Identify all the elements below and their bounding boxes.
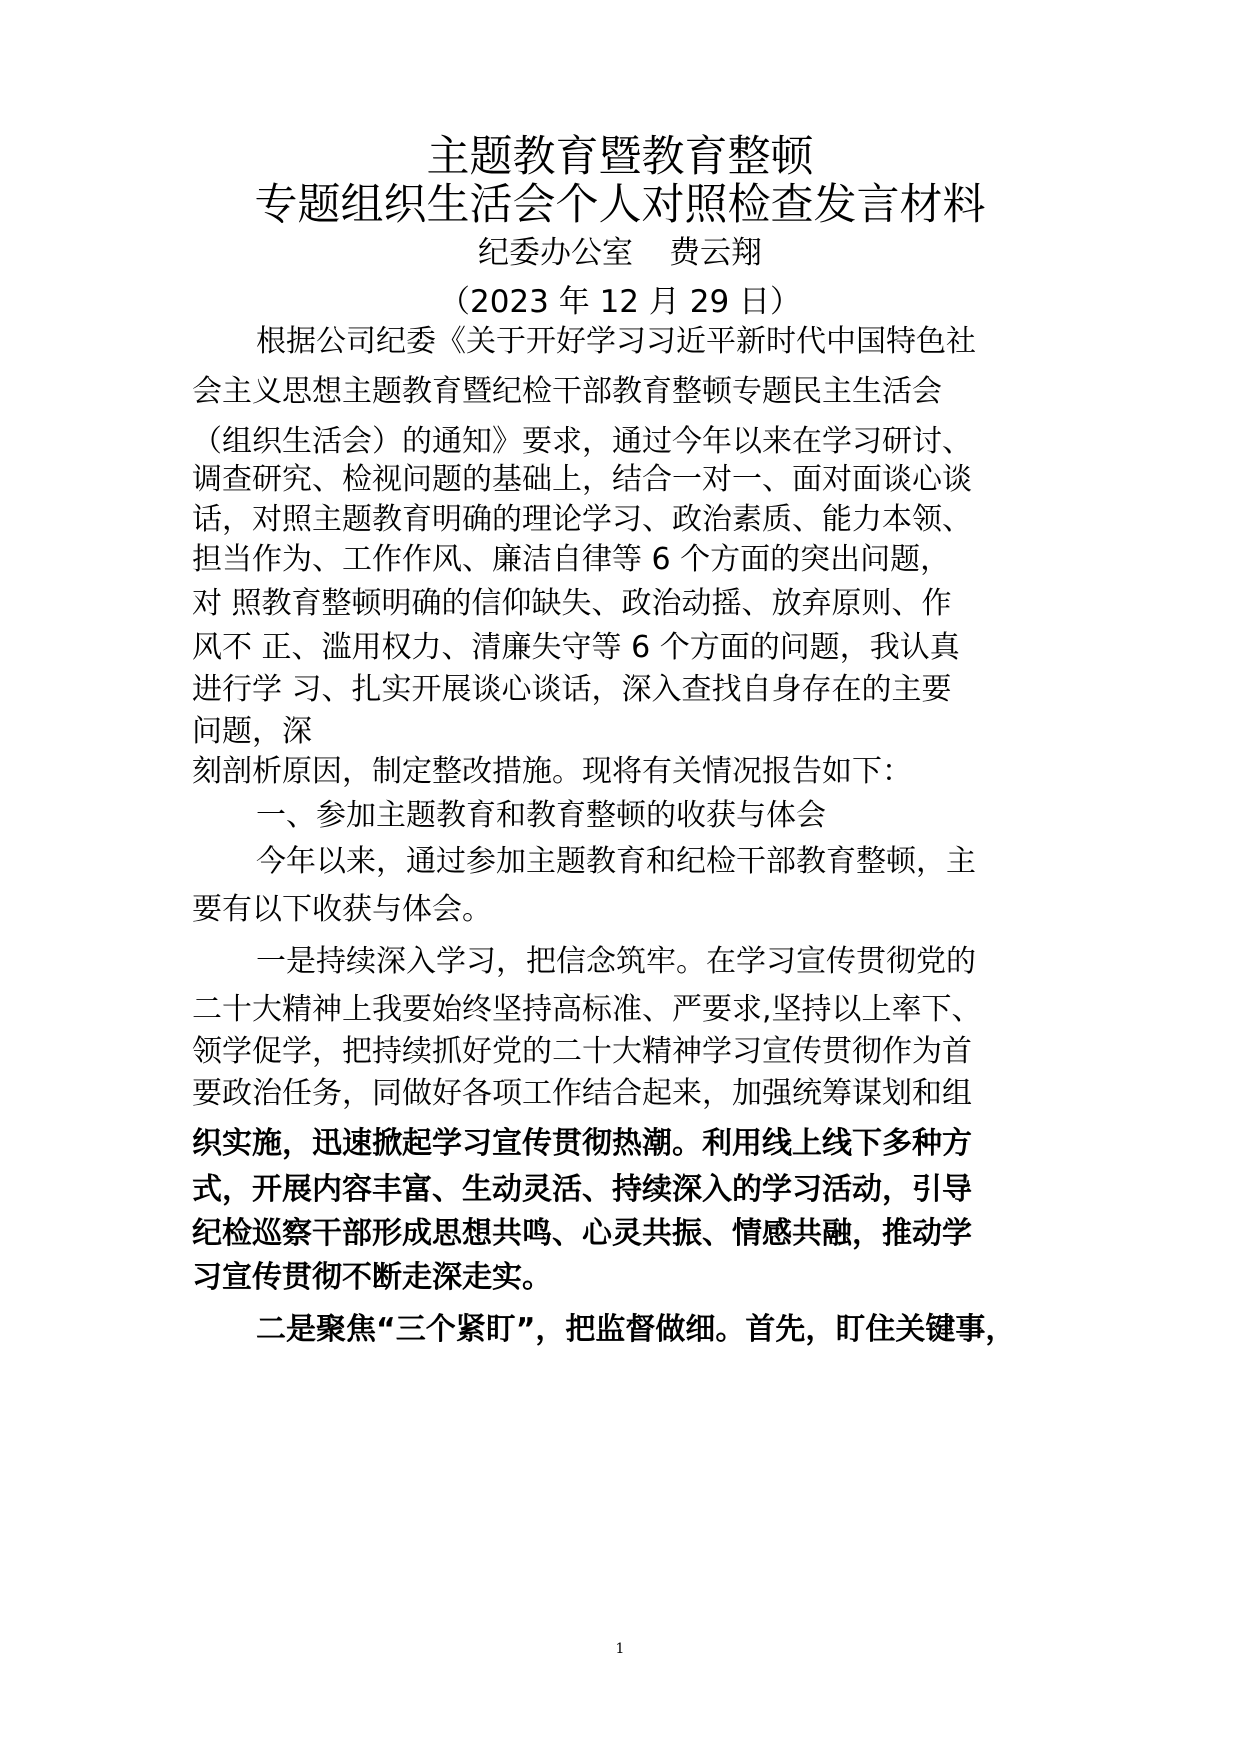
intro-line: 会主义思想主题教育暨纪检干部教育整顿专题民主生活会 — [192, 374, 942, 409]
section-intro-line: 今年以来，通过参加主题教育和纪检干部教育整顿，主 — [256, 844, 976, 879]
intro-line: 风不 正、滥用权力、清廉失守等 6 个方面的问题，我认真 — [192, 630, 960, 665]
point1-bold-line: 纪检巡察干部形成思想共鸣、心灵共振、情感共融，推动学 — [192, 1216, 972, 1251]
point2-bold-line: 二是聚焦“三个紧盯”，把监督做细。首先，盯住关键事， — [256, 1312, 1016, 1347]
author-line — [0, 233, 1240, 273]
section-intro-line: 要有以下收获与体会。 — [192, 892, 492, 927]
point1-line: 二十大精神上我要始终坚持高标准、严要求,坚持以上率下、 — [192, 992, 982, 1027]
intro-line: 话，对照主题教育明确的理论学习、政治素质、能力本领、 — [192, 502, 972, 537]
point1-bold-line: 习宣传贯彻不断走深走实。 — [192, 1260, 552, 1295]
intro-line: 问题，深 — [192, 714, 312, 749]
author-department: 纪委办公室 — [478, 235, 633, 271]
intro-line: 担当作为、工作作风、廉洁自律等 6 个方面的突出问题， — [192, 542, 951, 577]
point1-bold-line: 式，开展内容丰富、生动灵活、持续深入的学习活动，引导 — [192, 1172, 972, 1207]
author-name: 费云翔 — [669, 235, 762, 271]
intro-line: 根据公司纪委《关于开好学习习近平新时代中国特色社 — [256, 324, 976, 359]
document-title-line2: 专题组织生活会个人对照检查发言材料 — [254, 180, 986, 230]
intro-line: （组织生活会）的通知》要求，通过今年以来在学习研讨、 — [192, 424, 972, 459]
intro-line: 调查研究、检视问题的基础上，结合一对一、面对面谈心谈 — [192, 462, 972, 497]
intro-line: 对 照教育整顿明确的信仰缺失、政治动摇、放弃原则、作 — [192, 586, 952, 621]
point1-line: 一是持续深入学习，把信念筑牢。在学习宣传贯彻党的 — [256, 944, 976, 979]
intro-line: 进行学 习、扎实开展谈心谈话，深入查找自身存在的主要 — [192, 672, 952, 707]
point1-line: 要政治任务，同做好各项工作结合起来，加强统筹谋划和组 — [192, 1076, 972, 1111]
point1-line: 领学促学，把持续抓好党的二十大精神学习宣传贯彻作为首 — [192, 1034, 972, 1069]
intro-line: 刻剖析原因，制定整改措施。现将有关情况报告如下： — [192, 754, 912, 789]
document-title-line1: 主题教育暨教育整顿 — [426, 132, 814, 182]
point1-bold-line: 织实施，迅速掀起学习宣传贯彻热潮。利用线上线下多种方 — [192, 1126, 972, 1161]
section-heading: 一、参加主题教育和教育整顿的收获与体会 — [256, 798, 826, 833]
page-number: 1 — [615, 1641, 625, 1657]
document-date: （2023 年 12 月 29 日） — [438, 284, 802, 320]
